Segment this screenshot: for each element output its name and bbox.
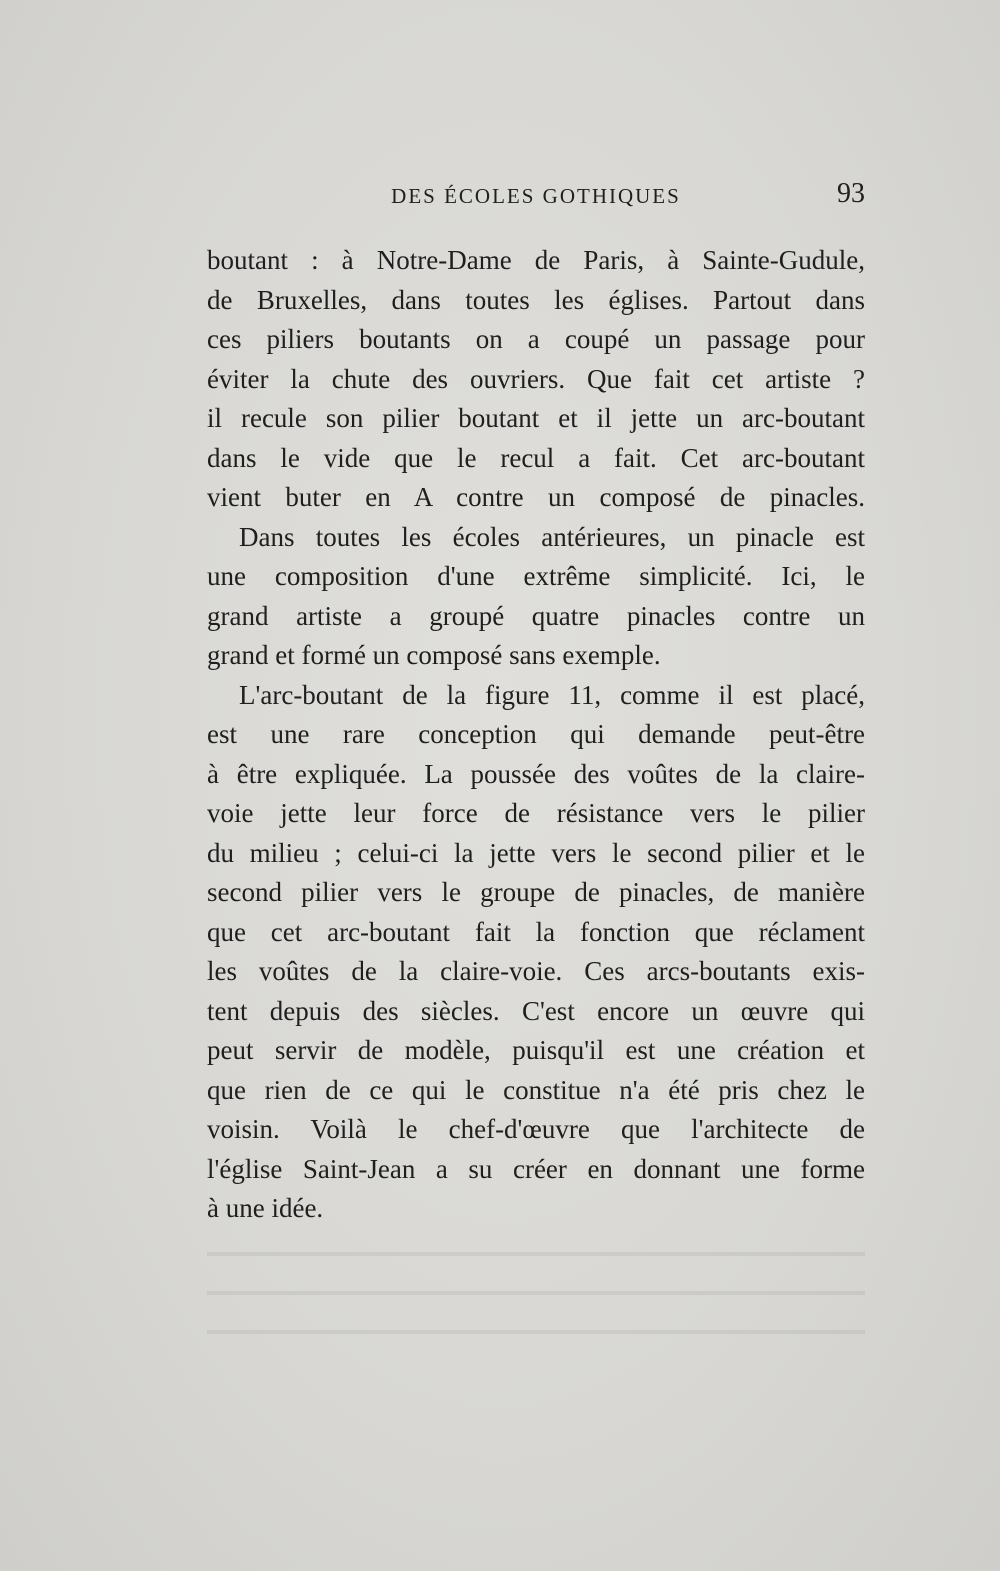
text-line: tent depuis des siècles. C'est encore un œuvre qui <box>207 995 865 1026</box>
text-line: que rien de ce qui le constitue n'a été pris chez le <box>207 1074 865 1105</box>
text-line: éviter la chute des ouvriers. Que fait cet artiste ? <box>207 363 865 394</box>
text-line: à une idée. <box>207 1193 324 1223</box>
text-line: Dans toutes les écoles antérieures, un pinacle est <box>239 521 865 552</box>
body-text <box>207 241 865 1229</box>
text-line: dans le vide que le recul a fait. Cet arc-boutant <box>207 442 865 473</box>
text-line: il recule son pilier boutant et il jette un arc-boutant <box>207 403 865 433</box>
text-line: du milieu ; celui-ci la jette vers le second pilier et le <box>207 837 865 868</box>
text-line: l'église Saint-Jean a su créer en donnant une forme <box>207 1153 865 1184</box>
paragraph-1 <box>207 241 865 518</box>
text-line: les voûtes de la claire-voie. Ces arcs-boutants exis- <box>207 956 865 986</box>
text-line: vient buter en A contre un composé de pinacles. <box>207 482 865 512</box>
text-line: grand artiste a groupé quatre pinacles contre un <box>207 600 865 631</box>
running-head <box>207 178 865 214</box>
text-line: voisin. Voilà le chef-d'œuvre que l'architecte de <box>207 1114 865 1144</box>
paper-show-through <box>207 1232 865 1352</box>
text-line: de Bruxelles, dans toutes les églises. Partout dans <box>207 284 865 315</box>
text-line: une composition d'une extrême simplicité. Ici, le <box>207 561 865 591</box>
text-line: L'arc-boutant de la figure 11, comme il est placé, <box>239 679 865 710</box>
page-number: 93 <box>837 178 865 209</box>
text-line: grand et formé un composé sans exemple. <box>207 640 661 670</box>
running-title: DES ÉCOLES GOTHIQUES <box>391 184 681 208</box>
text-line: voie jette leur force de résistance vers le pilier <box>207 798 865 828</box>
text-line: ces piliers boutants on a coupé un passage pour <box>207 324 865 354</box>
text-line: peut servir de modèle, puisqu'il est une création et <box>207 1035 865 1065</box>
text-line: que cet arc-boutant fait la fonction que réclament <box>207 916 865 947</box>
text-line: à être expliquée. La poussée des voûtes de la claire- <box>207 758 865 789</box>
text-line: second pilier vers le groupe de pinacles, de manière <box>207 877 865 907</box>
text-line: est une rare conception qui demande peut-être <box>207 719 865 749</box>
paragraph-2 <box>207 518 865 676</box>
paragraph-3 <box>207 676 865 1229</box>
text-line: boutant : à Notre-Dame de Paris, à Sainte-Gudule, <box>207 245 865 275</box>
